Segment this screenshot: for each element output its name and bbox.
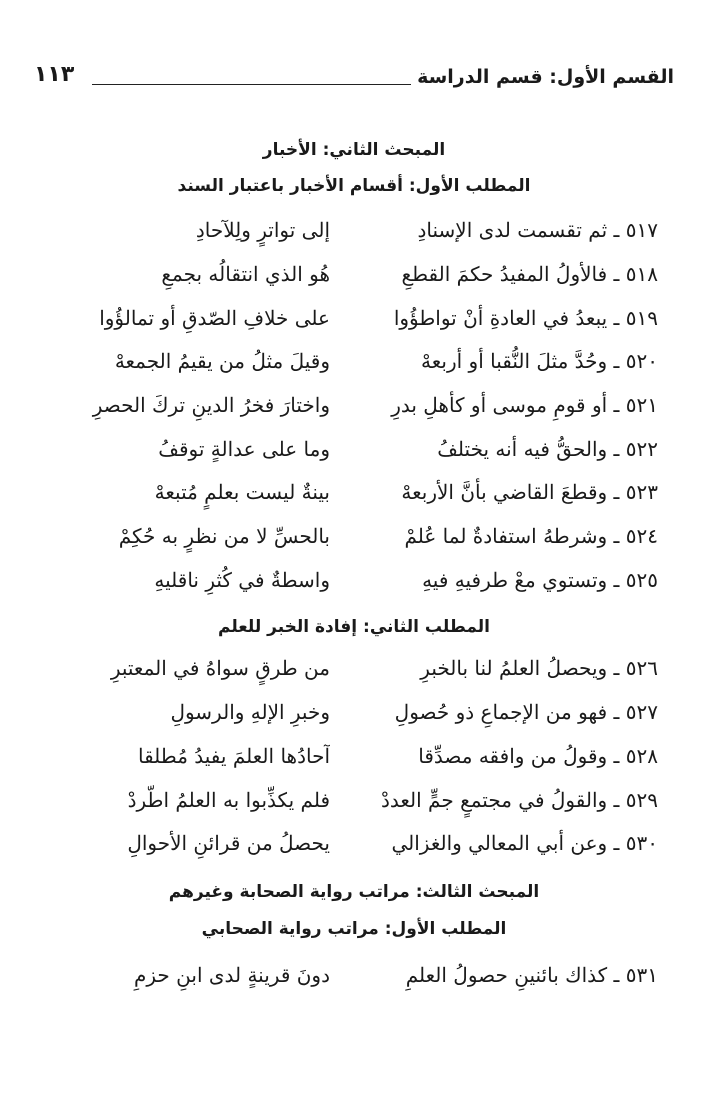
verse-second-hemistich: من طرقٍ سواهُ في المعتبرِ (110, 656, 330, 680)
hemistich-text: وشرطهُ استفادةٌ لما عُلمْ (404, 524, 608, 548)
verse-line (30, 955, 658, 995)
verse-line (30, 385, 658, 425)
verse-second-hemistich: يحصلُ من قرائنِ الأحوالِ (127, 831, 330, 855)
verse-dash: ـ (607, 831, 626, 855)
verse-number: ٥١٧ (625, 218, 658, 242)
verse-line (30, 560, 658, 600)
subsection-heading: المطلب الثاني: إفادة الخبر للعلم (218, 617, 490, 637)
subsection-heading: المطلب الأول: أقسام الأخبار باعتبار السند (177, 176, 531, 196)
verse-first-hemistich (328, 560, 658, 600)
verse-dash: ـ (607, 437, 626, 461)
verse-second-hemistich: بينةٌ ليست بعلمٍ مُتبعهْ (154, 480, 330, 504)
verse-dash: ـ (607, 744, 626, 768)
verse-first-hemistich (328, 385, 658, 425)
hemistich-text: فالأولُ المفيدُ حكمَ القطعِ (401, 262, 608, 286)
verse-number: ٥٢٩ (625, 788, 658, 812)
hemistich-text: والحقُّ فيه أنه يختلفُ (437, 437, 608, 461)
verse-number: ٥١٨ (625, 262, 658, 286)
verse-line (30, 254, 658, 294)
verse-number: ٥٣١ (625, 963, 658, 987)
verse-second-hemistich: على خلافِ الصّدقِ أو تمالؤُوا (99, 306, 330, 330)
verse-line (30, 341, 658, 381)
verse-first-hemistich (328, 516, 658, 556)
verse-first-hemistich (328, 472, 658, 512)
verse-first-hemistich (328, 429, 658, 469)
verse-line (30, 516, 658, 556)
verse-second-hemistich: واختارَ فخرُ الدينِ تركَ الحصرِ (92, 393, 330, 417)
verse-second-hemistich: وما على عدالةٍ توقفُ (158, 437, 330, 461)
verse-second-hemistich: دونَ قرينةٍ لدى ابنِ حزمِ (134, 963, 330, 987)
verse-number: ٥١٩ (625, 306, 658, 330)
verse-first-hemistich (328, 736, 658, 776)
hemistich-text: وحُدَّ مثلَ النُّقبا أو أربعهْ (421, 349, 608, 373)
section-heading: المبحث الثالث: مراتب رواية الصحابة وغيرهم (168, 882, 540, 902)
hemistich-text: فهو من الإجماعِ ذو حُصولِ (394, 700, 608, 724)
verse-first-hemistich (328, 341, 658, 381)
verse-line (30, 648, 658, 688)
verse-number: ٥٢٣ (625, 480, 658, 504)
hemistich-text: والقولُ في مجتمعٍ جمٍّ العددْ (380, 788, 608, 812)
verse-dash: ـ (607, 393, 626, 417)
verse-dash: ـ (607, 218, 626, 242)
hemistich-text: كذاك بائنينِ حصولُ العلمِ (405, 963, 608, 987)
hemistich-text: أو قومِ موسى أو كأهلِ بدرِ (391, 393, 608, 417)
header-rule (92, 84, 426, 85)
section-heading: المبحث الثاني: الأخبار (262, 140, 446, 160)
hemistich-text: ويحصلُ العلمُ لنا بالخبرِ (420, 656, 608, 680)
verse-dash: ـ (607, 306, 626, 330)
verse-first-hemistich (328, 823, 658, 863)
verse-dash: ـ (607, 963, 626, 987)
verse-dash: ـ (607, 656, 626, 680)
verse-first-hemistich (328, 254, 658, 294)
verse-second-hemistich: إلى تواترٍ ولِلآحادِ (195, 218, 330, 242)
verse-line (30, 210, 658, 250)
hemistich-text: وقولُ من وافقه مصدِّقا (418, 744, 608, 768)
verse-first-hemistich (328, 298, 658, 338)
page-number: ١١٣ (34, 62, 75, 87)
verse-second-hemistich: وخبرِ الإلهِ والرسولِ (170, 700, 330, 724)
verse-second-hemistich: بالحسِّ لا من نظرٍ به حُكِمْ (118, 524, 330, 548)
hemistich-text: وعن أبي المعالي والغزالي (391, 831, 608, 855)
running-title: القسم الأول: قسم الدراسة (411, 66, 674, 88)
verse-number: ٥٢٥ (625, 568, 658, 592)
verse-line (30, 692, 658, 732)
verse-line (30, 298, 658, 338)
verse-dash: ـ (607, 568, 626, 592)
verse-line (30, 736, 658, 776)
verse-dash: ـ (607, 262, 626, 286)
hemistich-text: يبعدُ في العادةِ أنْ تواطؤُوا (393, 306, 608, 330)
verse-number: ٥٢٠ (625, 349, 658, 373)
hemistich-text: ثم تقسمت لدى الإسنادِ (417, 218, 608, 242)
running-header (34, 62, 674, 96)
verse-first-hemistich (328, 955, 658, 995)
verse-second-hemistich: فلم يكذِّبوا به العلمُ اطّردْ (127, 788, 330, 812)
verse-line (30, 429, 658, 469)
hemistich-text: وتستوي معْ طرفيهِ فيهِ (422, 568, 608, 592)
verse-dash: ـ (607, 349, 626, 373)
verse-first-hemistich (328, 780, 658, 820)
verse-number: ٥٢٨ (625, 744, 658, 768)
verse-dash: ـ (607, 788, 626, 812)
verse-first-hemistich (328, 648, 658, 688)
verse-first-hemistich (328, 692, 658, 732)
verse-number: ٥٢٤ (625, 524, 658, 548)
verse-number: ٥٣٠ (625, 831, 658, 855)
verse-dash: ـ (607, 480, 626, 504)
verse-first-hemistich (328, 210, 658, 250)
verse-line (30, 780, 658, 820)
verse-number: ٥٢٢ (625, 437, 658, 461)
verse-dash: ـ (607, 700, 626, 724)
verse-second-hemistich: هُو الذي انتقالُه بجمعِ (161, 262, 330, 286)
hemistich-text: وقطعَ القاضي بأنَّ الأربعهْ (401, 480, 608, 504)
verse-line (30, 823, 658, 863)
subsection-heading: المطلب الأول: مراتب رواية الصحابي (201, 919, 507, 939)
verse-second-hemistich: آحادُها العلمَ يفيدُ مُطلقا (137, 744, 330, 768)
verse-number: ٥٢٦ (625, 656, 658, 680)
verse-line (30, 472, 658, 512)
verse-number: ٥٢١ (625, 393, 658, 417)
verse-second-hemistich: واسطةٌ في كُثرِ ناقليهِ (154, 568, 330, 592)
verse-dash: ـ (607, 524, 626, 548)
verse-second-hemistich: وقيلَ مثلُ من يقيمُ الجمعهْ (114, 349, 330, 373)
verse-number: ٥٢٧ (625, 700, 658, 724)
